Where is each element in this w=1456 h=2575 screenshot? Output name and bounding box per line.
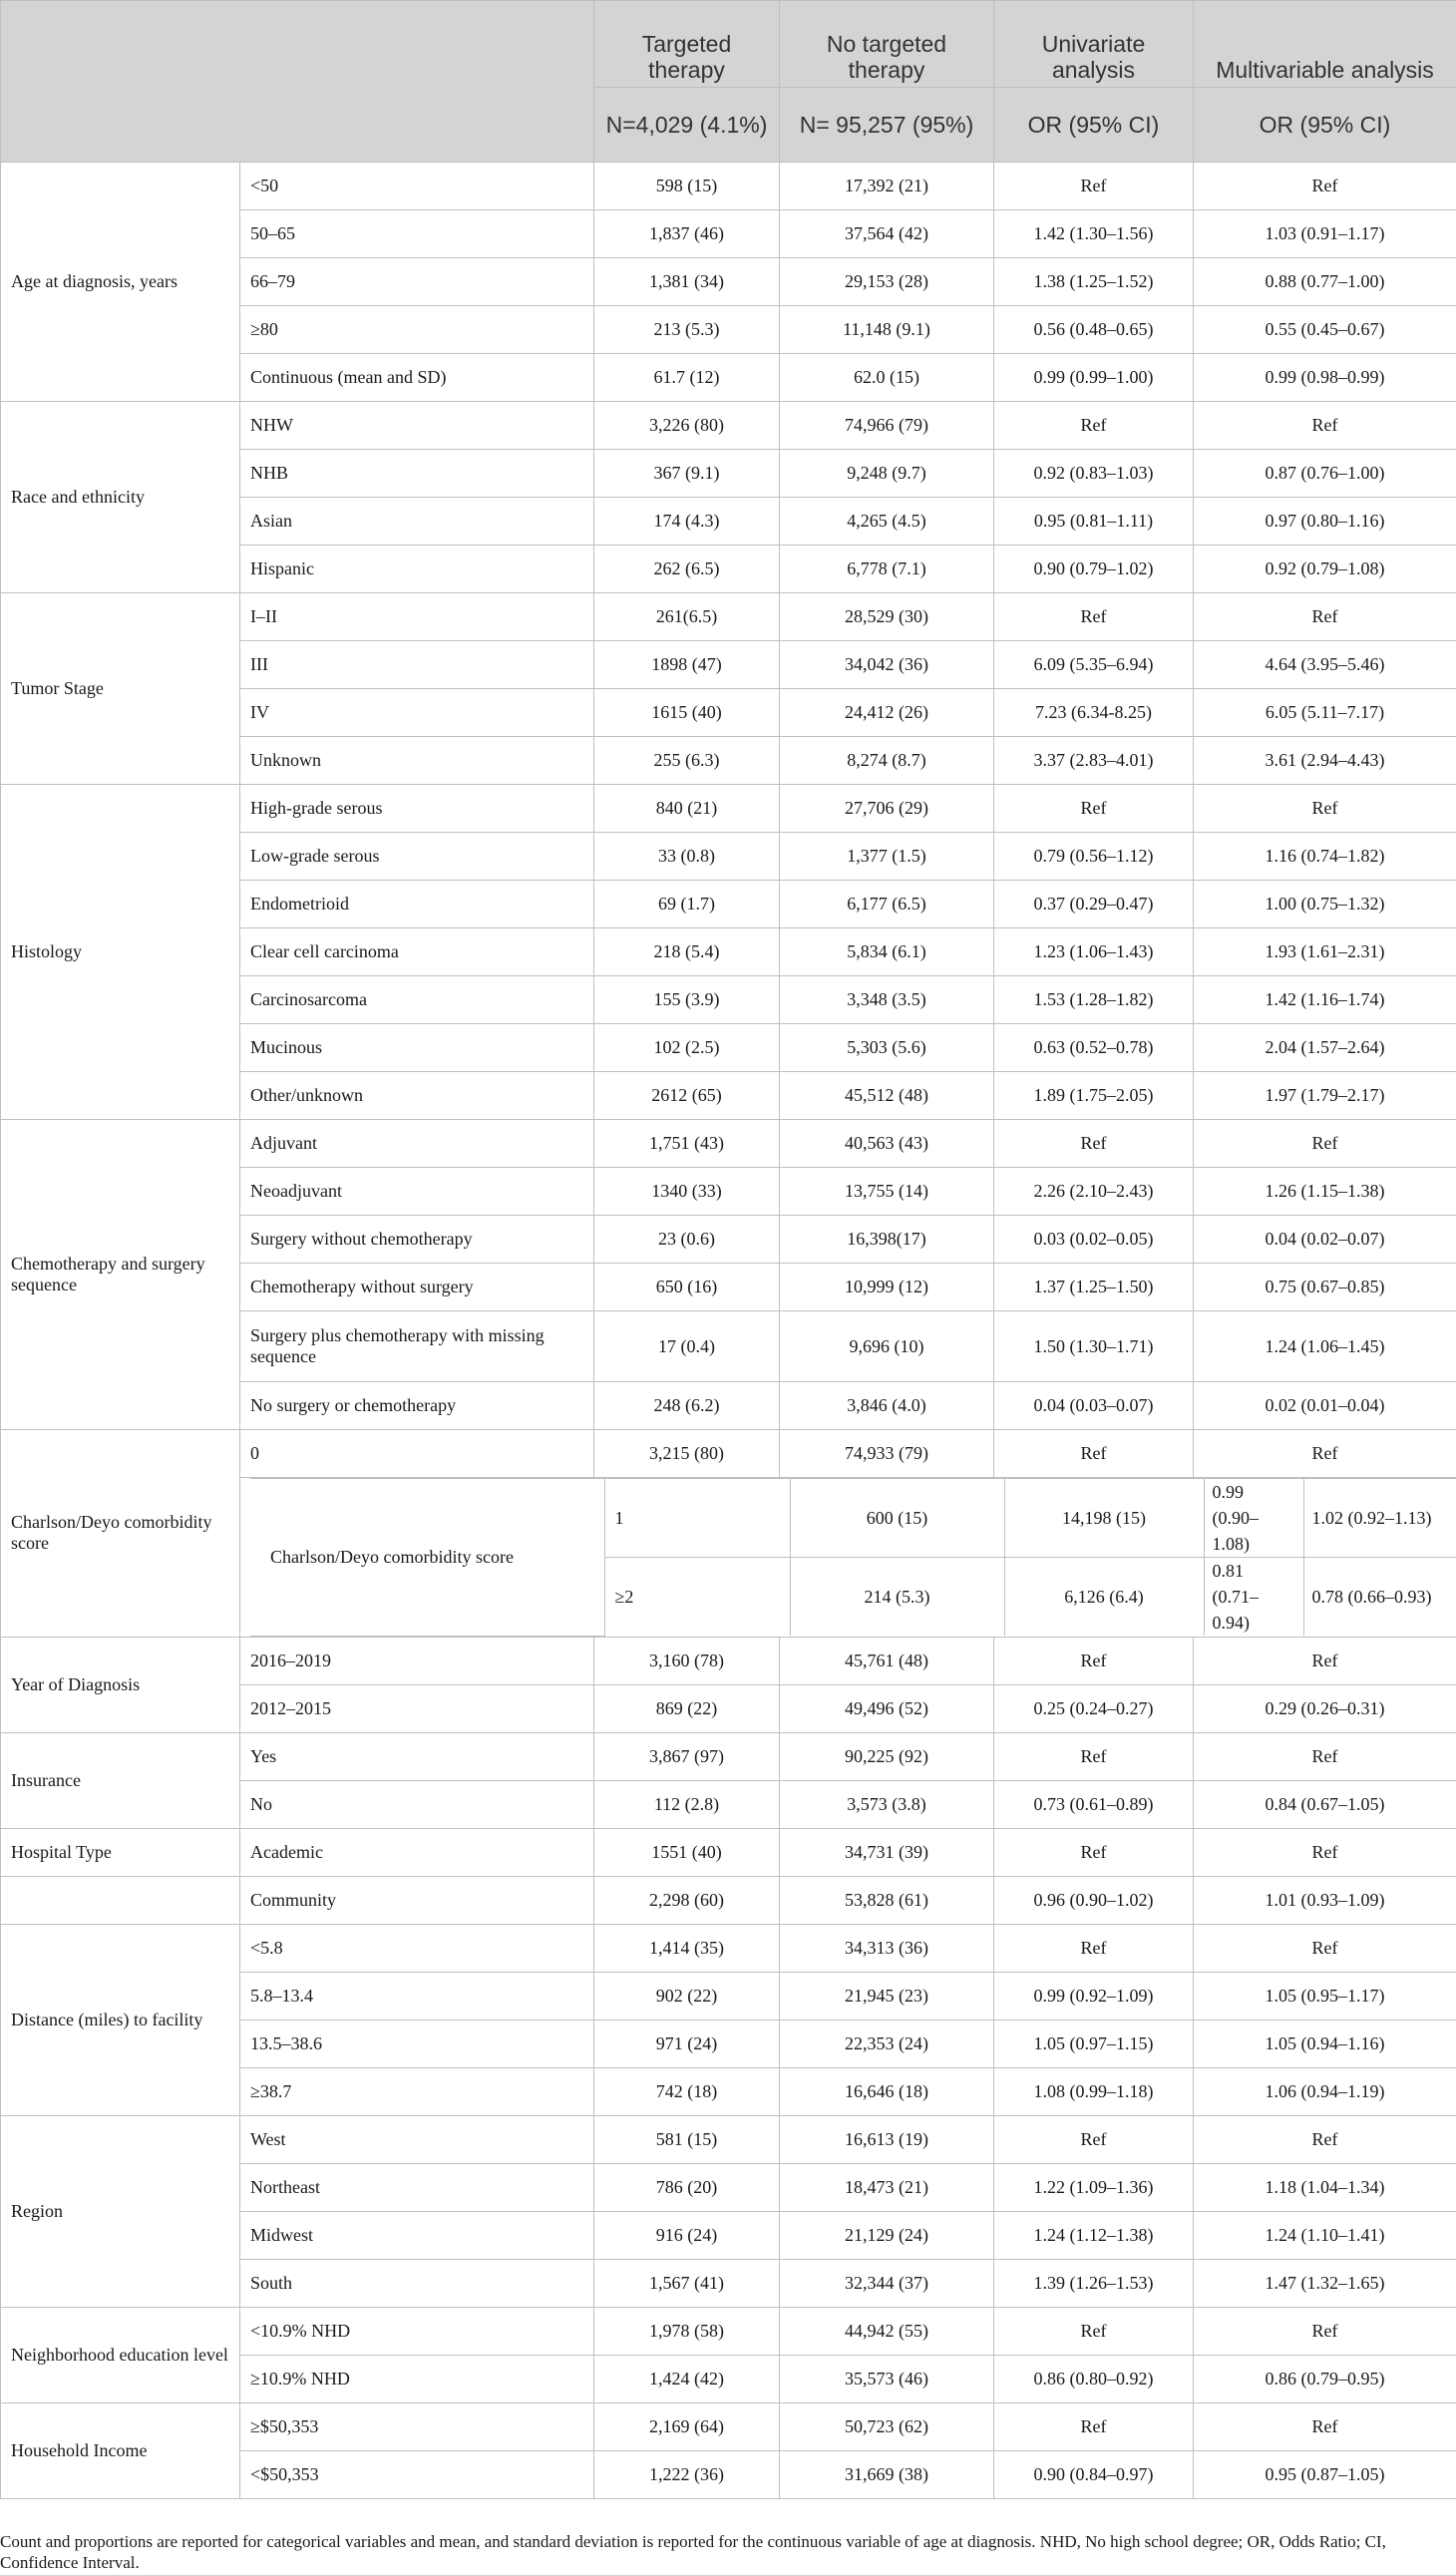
targeted-value: 742 (18) [594,2067,780,2115]
level-label: Low-grade serous [240,833,594,881]
category-label: Insurance [1,1732,240,1828]
univariate-or: 0.86 (0.80–0.92) [994,2355,1194,2402]
targeted-value: 1615 (40) [594,689,780,737]
targeted-value: 367 (9.1) [594,450,780,498]
table-row [250,1479,1456,1558]
category-label-empty [1,1876,240,1924]
level-label: West [240,2115,594,2163]
table-row [1,2307,1456,2355]
univariate-or: Ref [994,2402,1194,2450]
univariate-or: 0.63 (0.52–0.78) [994,1024,1194,1072]
no-targeted-value: 37,564 (42) [780,210,994,258]
level-label: Charlson/Deyo comorbidity score [250,1479,604,1637]
targeted-value: 33 (0.8) [594,833,780,881]
table-row [1,2402,1456,2450]
no-targeted-value: 29,153 (28) [780,258,994,306]
category-label: Histology [1,785,240,1120]
no-targeted-value: 13,755 (14) [780,1168,994,1216]
multivariable-or: 1.02 (0.92–1.13) [1303,1479,1456,1558]
no-targeted-value: 35,573 (46) [780,2355,994,2402]
level-label: South [240,2259,594,2307]
targeted-value: 1551 (40) [594,1828,780,1876]
table-row [1,1637,1456,1684]
level-label: Endometrioid [240,881,594,928]
table-row [1,1828,1456,1876]
table-row [1,1924,1456,1972]
no-targeted-value: 21,129 (24) [780,2211,994,2259]
no-targeted-value: 16,646 (18) [780,2067,994,2115]
multivariable-or: 0.78 (0.66–0.93) [1303,1558,1456,1637]
no-targeted-value: 90,225 (92) [780,1732,994,1780]
targeted-value: 3,867 (97) [594,1732,780,1780]
univariate-or: 0.96 (0.90–1.02) [994,1876,1194,1924]
targeted-value: 1,751 (43) [594,1120,780,1168]
multivariable-or: Ref [1194,1732,1456,1780]
univariate-or: 0.90 (0.79–1.02) [994,546,1194,593]
targeted-value: 916 (24) [594,2211,780,2259]
level-label: 13.5–38.6 [240,2020,594,2067]
targeted-value: 869 (22) [594,1684,780,1732]
univariate-or: 0.04 (0.03–0.07) [994,1382,1194,1430]
no-targeted-value: 4,265 (4.5) [780,498,994,546]
multivariable-or: 0.75 (0.67–0.85) [1194,1264,1456,1311]
level-label: IV [240,689,594,737]
no-targeted-value: 3,348 (3.5) [780,976,994,1024]
multivariable-or: 0.88 (0.77–1.00) [1194,258,1456,306]
level-label: 0 [240,1430,594,1478]
targeted-value: 213 (5.3) [594,306,780,354]
univariate-or: 0.03 (0.02–0.05) [994,1216,1194,1264]
no-targeted-value: 3,573 (3.8) [780,1780,994,1828]
level-label: Asian [240,498,594,546]
targeted-value: 786 (20) [594,2163,780,2211]
univariate-or: 1.22 (1.09–1.36) [994,2163,1194,2211]
no-targeted-value: 45,761 (48) [780,1637,994,1684]
univariate-or: 1.05 (0.97–1.15) [994,2020,1194,2067]
univariate-or: 1.38 (1.25–1.52) [994,258,1194,306]
no-targeted-value: 28,529 (30) [780,593,994,641]
multivariable-or: Ref [1194,1924,1456,1972]
multivariable-or: 0.97 (0.80–1.16) [1194,498,1456,546]
targeted-value: 598 (15) [594,163,780,210]
level-label: Unknown [240,737,594,785]
targeted-value: 218 (5.4) [594,928,780,976]
multivariable-or: Ref [1194,402,1456,450]
univariate-or: 1.23 (1.06–1.43) [994,928,1194,976]
no-targeted-value: 18,473 (21) [780,2163,994,2211]
level-label: <5.8 [240,1924,594,1972]
level-label: <$50,353 [240,2450,594,2498]
no-targeted-value: 74,966 (79) [780,402,994,450]
targeted-value: 214 (5.3) [790,1558,1004,1637]
univariate-or: 1.42 (1.30–1.56) [994,210,1194,258]
multivariable-or: 0.92 (0.79–1.08) [1194,546,1456,593]
univariate-or: Ref [994,2307,1194,2355]
multivariable-or: 1.05 (0.95–1.17) [1194,1972,1456,2020]
no-targeted-value: 44,942 (55) [780,2307,994,2355]
multivariable-or: 1.01 (0.93–1.09) [1194,1876,1456,1924]
no-targeted-value: 50,723 (62) [780,2402,994,2450]
multivariable-or: 2.04 (1.57–2.64) [1194,1024,1456,1072]
targeted-value: 3,215 (80) [594,1430,780,1478]
multivariable-or: Ref [1194,1430,1456,1478]
targeted-value: 1340 (33) [594,1168,780,1216]
level-label: ≥$50,353 [240,2402,594,2450]
charlson-subtable [250,1478,1456,1637]
no-targeted-value: 62.0 (15) [780,354,994,402]
targeted-value: 174 (4.3) [594,498,780,546]
univariate-or: 0.81 (0.71–0.94) [1204,1558,1303,1637]
univariate-or: Ref [994,1637,1194,1684]
multivariable-or: 1.42 (1.16–1.74) [1194,976,1456,1024]
level-label: Hispanic [240,546,594,593]
univariate-or: 0.95 (0.81–1.11) [994,498,1194,546]
no-targeted-value: 22,353 (24) [780,2020,994,2067]
multivariable-or: Ref [1194,785,1456,833]
table-footnote: Count and proportions are reported for categorical variables and mean, and standard deviation is reported for the continuous variable of age at diagnosis. NHD, No high school degree; OR, Odds Ratio; CI, Confidence Interval. [0,2532,1386,2572]
no-targeted-value: 74,933 (79) [780,1430,994,1478]
no-targeted-value: 14,198 (15) [1004,1479,1204,1558]
level-label: 2016–2019 [240,1637,594,1684]
level-label: 1 [604,1479,790,1558]
multivariable-or: 0.29 (0.26–0.31) [1194,1684,1456,1732]
univariate-or: Ref [994,1732,1194,1780]
no-targeted-value: 3,846 (4.0) [780,1382,994,1430]
multivariable-or: 1.05 (0.94–1.16) [1194,2020,1456,2067]
table-body [1,163,1456,2499]
level-label: Neoadjuvant [240,1168,594,1216]
category-label: Household Income [1,2402,240,2498]
multivariable-or: 1.24 (1.06–1.45) [1194,1311,1456,1382]
multivariable-or: Ref [1194,163,1456,210]
univariate-or: Ref [994,785,1194,833]
multivariable-or: 0.04 (0.02–0.07) [1194,1216,1456,1264]
targeted-value: 1,424 (42) [594,2355,780,2402]
header-targeted: Targeted therapy [594,1,780,88]
level-label: Northeast [240,2163,594,2211]
level-label: Continuous (mean and SD) [240,354,594,402]
univariate-or: 1.50 (1.30–1.71) [994,1311,1194,1382]
multivariable-or: 0.84 (0.67–1.05) [1194,1780,1456,1828]
multivariable-or: Ref [1194,1120,1456,1168]
multivariable-or: 6.05 (5.11–7.17) [1194,689,1456,737]
level-label: Clear cell carcinoma [240,928,594,976]
targeted-value: 1898 (47) [594,641,780,689]
univariate-or: Ref [994,1430,1194,1478]
multivariable-or: 1.24 (1.10–1.41) [1194,2211,1456,2259]
targeted-value: 255 (6.3) [594,737,780,785]
univariate-or: 1.89 (1.75–2.05) [994,1072,1194,1120]
multivariable-or: 0.86 (0.79–0.95) [1194,2355,1456,2402]
category-label: Neighborhood education level [1,2307,240,2402]
no-targeted-value: 17,392 (21) [780,163,994,210]
level-label: Academic [240,1828,594,1876]
no-targeted-value: 1,377 (1.5) [780,833,994,881]
no-targeted-value: 53,828 (61) [780,1876,994,1924]
targeted-value: 600 (15) [790,1479,1004,1558]
univariate-or: Ref [994,593,1194,641]
targeted-value: 112 (2.8) [594,1780,780,1828]
multivariable-or: Ref [1194,593,1456,641]
level-label: NHB [240,450,594,498]
univariate-or: 2.26 (2.10–2.43) [994,1168,1194,1216]
targeted-value: 1,381 (34) [594,258,780,306]
multivariable-or: 4.64 (3.95–5.46) [1194,641,1456,689]
no-targeted-value: 34,731 (39) [780,1828,994,1876]
multivariable-or: 1.00 (0.75–1.32) [1194,881,1456,928]
targeted-value: 971 (24) [594,2020,780,2067]
targeted-value: 3,160 (78) [594,1637,780,1684]
multivariable-or: 1.06 (0.94–1.19) [1194,2067,1456,2115]
no-targeted-value: 9,696 (10) [780,1311,994,1382]
level-label: No [240,1780,594,1828]
univariate-or: 0.37 (0.29–0.47) [994,881,1194,928]
no-targeted-value: 45,512 (48) [780,1072,994,1120]
targeted-value: 1,837 (46) [594,210,780,258]
header-no-targeted: No targeted therapy [780,1,994,88]
targeted-value: 102 (2.5) [594,1024,780,1072]
multivariable-or: 1.16 (0.74–1.82) [1194,833,1456,881]
multivariable-or: 1.47 (1.32–1.65) [1194,2259,1456,2307]
univariate-or: 0.99 (0.92–1.09) [994,1972,1194,2020]
level-label: ≥38.7 [240,2067,594,2115]
no-targeted-value: 6,126 (6.4) [1004,1558,1204,1637]
targeted-value: 1,414 (35) [594,1924,780,1972]
level-label: 66–79 [240,258,594,306]
targeted-value: 3,226 (80) [594,402,780,450]
no-targeted-value: 24,412 (26) [780,689,994,737]
univariate-or: 1.53 (1.28–1.82) [994,976,1194,1024]
category-label: Region [1,2115,240,2307]
univariate-or: Ref [994,163,1194,210]
level-label: ≥10.9% NHD [240,2355,594,2402]
targeted-value: 1,222 (36) [594,2450,780,2498]
table-row [1,1876,1456,1924]
category-label: Charlson/Deyo comorbidity score [1,1430,240,1638]
targeted-value: 2,298 (60) [594,1876,780,1924]
targeted-value: 1,978 (58) [594,2307,780,2355]
level-label: Chemotherapy without surgery [240,1264,594,1311]
univariate-or: 0.99 (0.90–1.08) [1204,1479,1303,1558]
level-label: ≥80 [240,306,594,354]
univariate-or: 3.37 (2.83–4.01) [994,737,1194,785]
targeted-value: 155 (3.9) [594,976,780,1024]
targeted-value: 581 (15) [594,2115,780,2163]
no-targeted-value: 40,563 (43) [780,1120,994,1168]
multivariable-or: 1.03 (0.91–1.17) [1194,210,1456,258]
targeted-value: 2612 (65) [594,1072,780,1120]
category-label: Age at diagnosis, years [1,163,240,402]
univariate-or: Ref [994,2115,1194,2163]
level-label: <50 [240,163,594,210]
multivariable-or: Ref [1194,2115,1456,2163]
multivariable-or: 1.93 (1.61–2.31) [1194,928,1456,976]
multivariable-or: 1.26 (1.15–1.38) [1194,1168,1456,1216]
no-targeted-value: 6,177 (6.5) [780,881,994,928]
targeted-value: 1,567 (41) [594,2259,780,2307]
table-row [1,163,1456,210]
table-row [1,1732,1456,1780]
univariate-or: 0.73 (0.61–0.89) [994,1780,1194,1828]
targeted-value: 650 (16) [594,1264,780,1311]
univariate-or: Ref [994,1828,1194,1876]
level-label: ≥2 [604,1558,790,1637]
univariate-or: 1.37 (1.25–1.50) [994,1264,1194,1311]
category-label: Hospital Type [1,1828,240,1876]
level-label: <10.9% NHD [240,2307,594,2355]
no-targeted-value: 11,148 (9.1) [780,306,994,354]
multivariable-or: 0.95 (0.87–1.05) [1194,2450,1456,2498]
univariate-or: 0.99 (0.99–1.00) [994,354,1194,402]
multivariable-or: Ref [1194,1637,1456,1684]
no-targeted-value: 9,248 (9.7) [780,450,994,498]
level-label: Surgery plus chemotherapy with missing sequence [240,1311,594,1382]
multivariable-or: 1.18 (1.04–1.34) [1194,2163,1456,2211]
level-label: Carcinosarcoma [240,976,594,1024]
no-targeted-value: 5,834 (6.1) [780,928,994,976]
no-targeted-value: 21,945 (23) [780,1972,994,2020]
multivariable-or: Ref [1194,2402,1456,2450]
targeted-value: 902 (22) [594,1972,780,2020]
header-multivariable: Multivariable analysis [1194,1,1456,88]
multivariable-or: Ref [1194,2307,1456,2355]
multivariable-or: 3.61 (2.94–4.43) [1194,737,1456,785]
multivariable-or: 0.55 (0.45–0.67) [1194,306,1456,354]
level-label: Community [240,1876,594,1924]
multivariable-or: 1.97 (1.79–2.17) [1194,1072,1456,1120]
targeted-value: 61.7 (12) [594,354,780,402]
multivariable-or: 0.99 (0.98–0.99) [1194,354,1456,402]
charlson-subtable-cell [240,1478,1456,1638]
targeted-value: 248 (6.2) [594,1382,780,1430]
multivariable-or: Ref [1194,1828,1456,1876]
univariate-or: Ref [994,1120,1194,1168]
header-n-targeted: N=4,029 (4.1%) [594,88,780,163]
level-label: Adjuvant [240,1120,594,1168]
no-targeted-value: 49,496 (52) [780,1684,994,1732]
header-or-univariate: OR (95% CI) [994,88,1194,163]
no-targeted-value: 31,669 (38) [780,2450,994,2498]
univariate-or: 0.92 (0.83–1.03) [994,450,1194,498]
multivariable-or: 0.87 (0.76–1.00) [1194,450,1456,498]
no-targeted-value: 10,999 (12) [780,1264,994,1311]
targeted-value: 261(6.5) [594,593,780,641]
no-targeted-value: 32,344 (37) [780,2259,994,2307]
level-label: NHW [240,402,594,450]
univariate-or: 1.08 (0.99–1.18) [994,2067,1194,2115]
category-label: Distance (miles) to facility [1,1924,240,2115]
level-label: Other/unknown [240,1072,594,1120]
level-label: 2012–2015 [240,1684,594,1732]
level-label: III [240,641,594,689]
no-targeted-value: 8,274 (8.7) [780,737,994,785]
univariate-or: Ref [994,402,1194,450]
level-label: High-grade serous [240,785,594,833]
univariate-or: 0.25 (0.24–0.27) [994,1684,1194,1732]
level-label: 50–65 [240,210,594,258]
multivariable-or: 0.02 (0.01–0.04) [1194,1382,1456,1430]
table-row [1,2115,1456,2163]
targeted-value: 2,169 (64) [594,2402,780,2450]
header-univariate: Univariate analysis [994,1,1194,88]
level-label: I–II [240,593,594,641]
univariate-or: 0.90 (0.84–0.97) [994,2450,1194,2498]
level-label: Yes [240,1732,594,1780]
univariate-or: 1.39 (1.26–1.53) [994,2259,1194,2307]
univariate-or: Ref [994,1924,1194,1972]
level-label: 5.8–13.4 [240,1972,594,2020]
no-targeted-value: 34,042 (36) [780,641,994,689]
univariate-or: 0.79 (0.56–1.12) [994,833,1194,881]
table-row [1,1430,1456,1478]
univariate-or: 0.56 (0.48–0.65) [994,306,1194,354]
table-row [1,785,1456,833]
level-label: Mucinous [240,1024,594,1072]
category-label: Race and ethnicity [1,402,240,593]
univariate-or: 6.09 (5.35–6.94) [994,641,1194,689]
level-label: No surgery or chemotherapy [240,1382,594,1430]
category-label: Year of Diagnosis [1,1637,240,1732]
level-label: Surgery without chemotherapy [240,1216,594,1264]
targeted-value: 23 (0.6) [594,1216,780,1264]
level-label: Midwest [240,2211,594,2259]
no-targeted-value: 16,613 (19) [780,2115,994,2163]
no-targeted-value: 5,303 (5.6) [780,1024,994,1072]
table-row [1,593,1456,641]
targeted-value: 262 (6.5) [594,546,780,593]
targeted-value: 840 (21) [594,785,780,833]
table-row [1,402,1456,450]
header-n-no-targeted: N= 95,257 (95%) [780,88,994,163]
category-label: Chemotherapy and surgery sequence [1,1120,240,1430]
category-label: Tumor Stage [1,593,240,785]
targeted-value: 17 (0.4) [594,1311,780,1382]
no-targeted-value: 6,778 (7.1) [780,546,994,593]
table-row [1,1120,1456,1168]
targeted-value: 69 (1.7) [594,881,780,928]
no-targeted-value: 34,313 (36) [780,1924,994,1972]
header-or-multivariable: OR (95% CI) [1194,88,1456,163]
univariate-or: 1.24 (1.12–1.38) [994,2211,1194,2259]
no-targeted-value: 16,398(17) [780,1216,994,1264]
no-targeted-value: 27,706 (29) [780,785,994,833]
header-blank [1,1,594,163]
univariate-or: 7.23 (6.34-8.25) [994,689,1194,737]
